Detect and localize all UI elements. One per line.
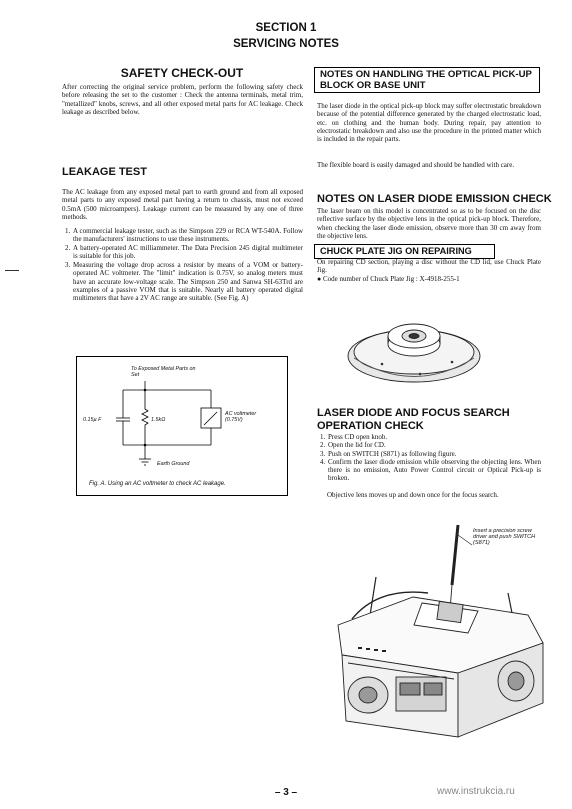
figure-a xyxy=(76,356,288,496)
leakage-heading: LEAKAGE TEST xyxy=(62,166,147,178)
resistor-label: 1.5kΩ xyxy=(151,417,166,423)
chuck-heading: CHUCK PLATE JIG ON REPAIRING xyxy=(314,244,495,259)
cd-player-illustration xyxy=(318,515,553,765)
section-number: SECTION 1 xyxy=(255,22,317,34)
page-title: SERVICING NOTES xyxy=(233,38,339,50)
focus-check-steps xyxy=(317,433,541,483)
chuck-code-text: Code number of Chuck Plate Jig : X-4918-255-1 xyxy=(322,275,460,283)
voltmeter-label: AC voltmeter (0.75V) xyxy=(225,411,257,423)
laser-emission-text: The laser beam on this model is concentrated so as to be focused on the disc reflective surface by the objective lens in the optical pick-up block. Therefore, when checking the laser diode emission, observe more than 30 cm away from the objective lens. xyxy=(317,207,541,240)
pickup-flex-note: The flexible board is easily damaged and should be handled with care. xyxy=(317,161,515,169)
list-item: 3. Measuring the voltage drop across a resistor by means of a VOM or battery-operated AC voltmeter. The "limit" indication is 0.75V, so analog meters must have an accurate low-voltage scale. The Simpson 250 and Sanwa SH-63Trd are examples of a passive VOM that is suitable. Nearly all battery operated digital multimeters that have a 2V AC range are suitable. (See Fig. A) xyxy=(72,261,303,302)
chuck-text: On repairing CD section, playing a disc without the CD lid, use Chuck Plate Jig. xyxy=(317,258,541,275)
list-item: 4. Confirm the laser diode emission while observing the objecting lens. When there is no emission, Auto Power Control circuit or Optical Pick-up is broken. xyxy=(327,458,541,483)
focus-check-heading: LASER DIODE AND FOCUS SEARCH OPERATION CHECK xyxy=(317,407,510,432)
switch-callout-label: Insert a precision screw driver and push SWITCH (S871) xyxy=(473,528,536,546)
laser-emission-heading: NOTES ON LASER DIODE EMISSION CHECK xyxy=(317,193,552,205)
leakage-methods xyxy=(62,227,303,303)
capacitor-label: 0.15µ F xyxy=(83,417,102,423)
list-item: 2. Open the lid for CD. xyxy=(327,441,541,449)
focus-note: Objective lens moves up and down once for the focus search. xyxy=(327,491,499,499)
chuck-code: ● Code number of Chuck Plate Jig : X-4918-255-1 xyxy=(317,275,460,283)
ground-label: Earth Ground xyxy=(157,461,190,467)
safety-intro: After correcting the original service problem, perform the following safety check before releasing the set to the customer : Check the antenna terminals, metal trim, "metallized" knobs, screws, and all other exposed metal parts for AC leakage. Check leakage as described below. xyxy=(62,83,303,116)
list-item: 1. Press CD open knob. xyxy=(327,433,541,441)
watermark: www.instrukcia.ru xyxy=(437,786,515,797)
exposed-metal-label: To Exposed Metal Parts on Set xyxy=(131,366,196,378)
leakage-intro: The AC leakage from any exposed metal part to earth ground and from all exposed metal parts to any exposed metal part having a return to chassis, must not exceed 0.5mA (500 microampers). Leakage current can be measured by any one of three methods. xyxy=(62,188,303,221)
page-number: – 3 – xyxy=(274,787,298,798)
figure-caption: Fig. A. Using an AC voltmeter to check AC leakage. xyxy=(89,481,226,487)
safety-heading: SAFETY CHECK-OUT xyxy=(120,66,244,80)
pickup-heading: NOTES ON HANDLING THE OPTICAL PICK-UP BLOCK OR BASE UNIT xyxy=(314,67,540,93)
chuck-plate-jig-illustration xyxy=(342,300,492,392)
pickup-text: The laser diode in the optical pick-up block may suffer electrostatic breakdown because of the potential difference generated by the charged electrostatic load, etc. on clothing and the human body. During repair, pay attention to electrostatic breakdown and also use the procedure in the printed matter which is included in the repair parts. xyxy=(317,102,541,144)
list-item: 3. Push on SWITCH (S871) as following figure. xyxy=(327,450,541,458)
list-item: 1. A commercial leakage tester, such as the Simpson 229 or RCA WT-540A. Follow the manufacturers' instructions to use these instruments. xyxy=(72,227,303,244)
list-item: 2. A battery-operated AC milliammeter. The Data Precision 245 digital multimeter is suitable for this job. xyxy=(72,244,303,261)
margin-mark xyxy=(5,270,19,271)
